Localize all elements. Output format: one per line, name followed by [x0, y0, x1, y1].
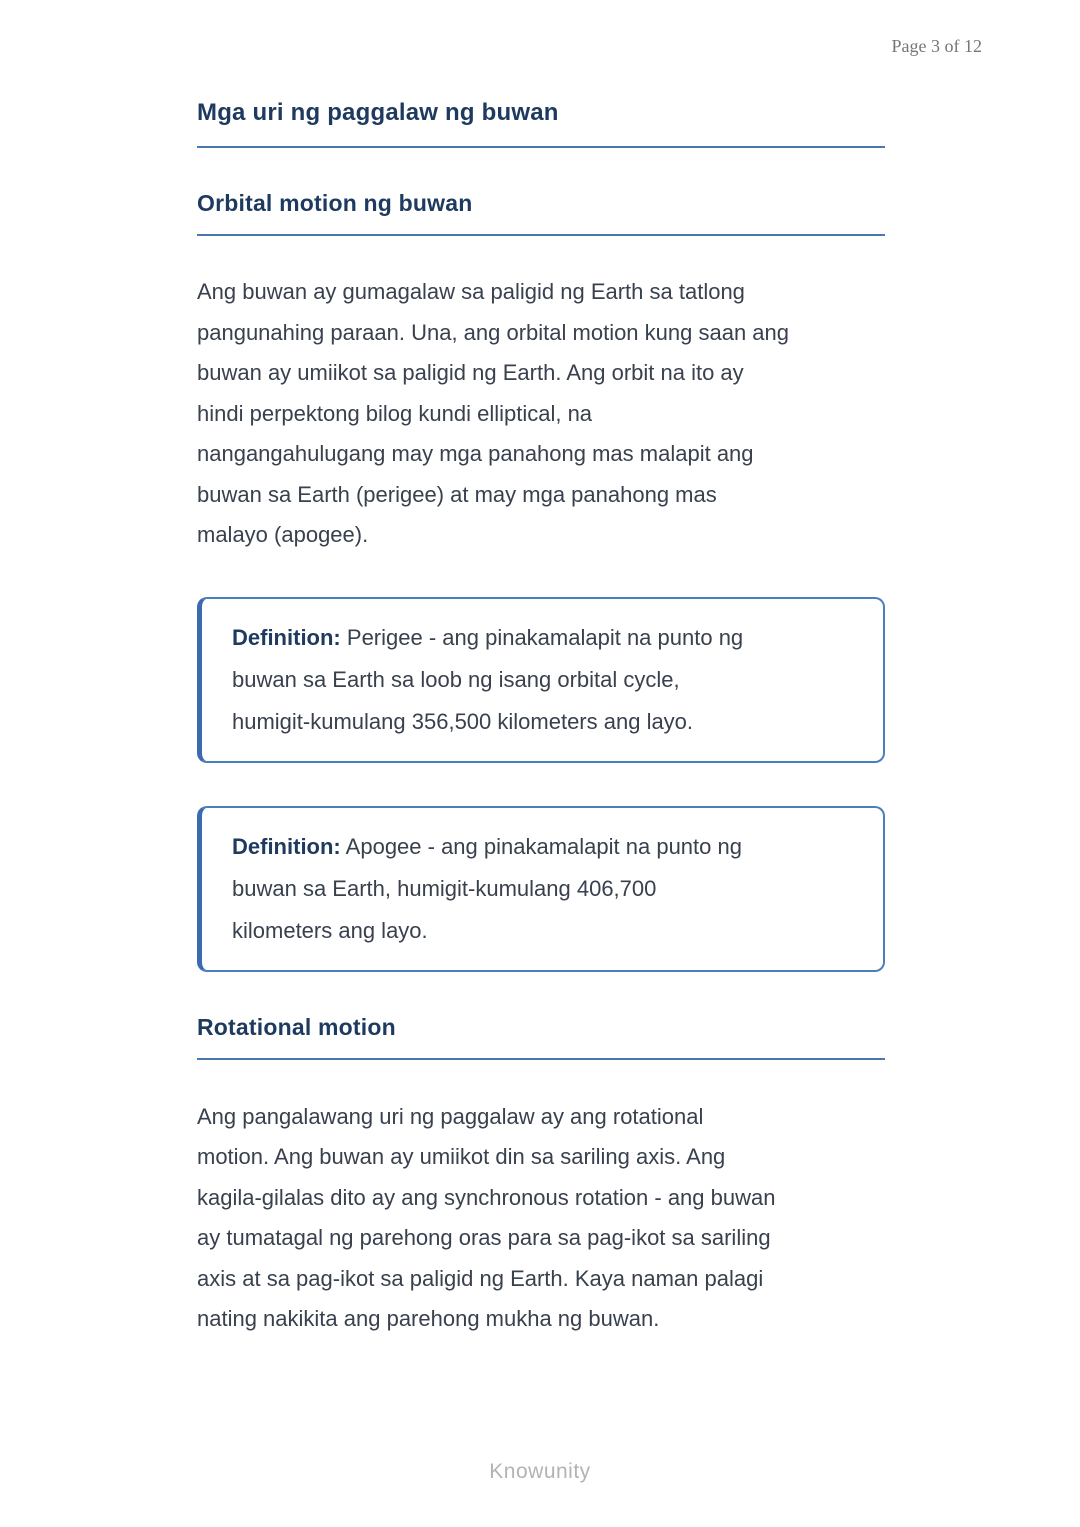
definition-line: buwan sa Earth sa loob ng isang orbital cycle,: [232, 666, 680, 692]
definition-box-apogee: [197, 806, 885, 972]
definition-line: humigit-kumulang 356,500 kilometers ang layo.: [232, 708, 694, 734]
definition-text: Apogee - ang pinakamalapit na punto ng: [345, 833, 742, 859]
section-heading-orbital: Orbital motion ng buwan: [197, 188, 885, 236]
paragraph-line: pangunahing paraan. Una, ang orbital motion kung saan ang: [197, 319, 790, 345]
main-heading: Mga uri ng paggalaw ng buwan: [197, 97, 885, 148]
paragraph-line: ay tumatagal ng parehong oras para sa pag-ikot sa sariling: [197, 1225, 771, 1250]
paragraph-line: Ang pangalawang uri ng paggalaw ay ang rotational: [197, 1103, 704, 1129]
definition-box-perigee: [197, 597, 885, 763]
definition-line: [232, 826, 863, 868]
paragraph-line: hindi perpektong bilog kundi elliptical, na: [197, 400, 593, 426]
footer-brand: Knowunity: [489, 1460, 591, 1483]
rotational-paragraph: [197, 1097, 885, 1340]
page-indicator: Page 3 of 12: [891, 36, 982, 56]
paragraph-line: Ang buwan ay gumagalaw sa paligid ng Earth sa tatlong: [197, 279, 745, 304]
paragraph-line: buwan sa Earth (perigee) at may mga panahong mas: [197, 481, 717, 507]
paragraph-line: malayo (apogee).: [197, 522, 369, 547]
paragraph-line: axis at sa pag-ikot sa paligid ng Earth. Kaya naman palagi: [197, 1265, 764, 1291]
definition-label: Definition:: [232, 833, 341, 859]
definition-text: Perigee - ang pinakamalapit na punto ng: [346, 624, 744, 650]
paragraph-line: nangangahulugang may mga panahong mas malapit ang: [197, 441, 754, 466]
definition-line: kilometers ang layo.: [232, 917, 428, 943]
orbital-paragraph: [197, 272, 885, 556]
paragraph-line: nating nakikita ang parehong mukha ng buwan.: [197, 1306, 660, 1331]
definition-line: [232, 617, 863, 659]
section-heading-rotational: Rotational motion: [197, 1012, 885, 1060]
definition-label: Definition:: [232, 624, 341, 650]
paragraph-line: motion. Ang buwan ay umiikot din sa sariling axis. Ang: [197, 1144, 726, 1169]
paragraph-line: buwan ay umiikot sa paligid ng Earth. Ang orbit na ito ay: [197, 360, 744, 385]
document-content: [197, 0, 885, 1340]
definition-line: buwan sa Earth, humigit-kumulang 406,700: [232, 875, 657, 901]
paragraph-line: kagila-gilalas dito ay ang synchronous rotation - ang buwan: [197, 1184, 776, 1210]
